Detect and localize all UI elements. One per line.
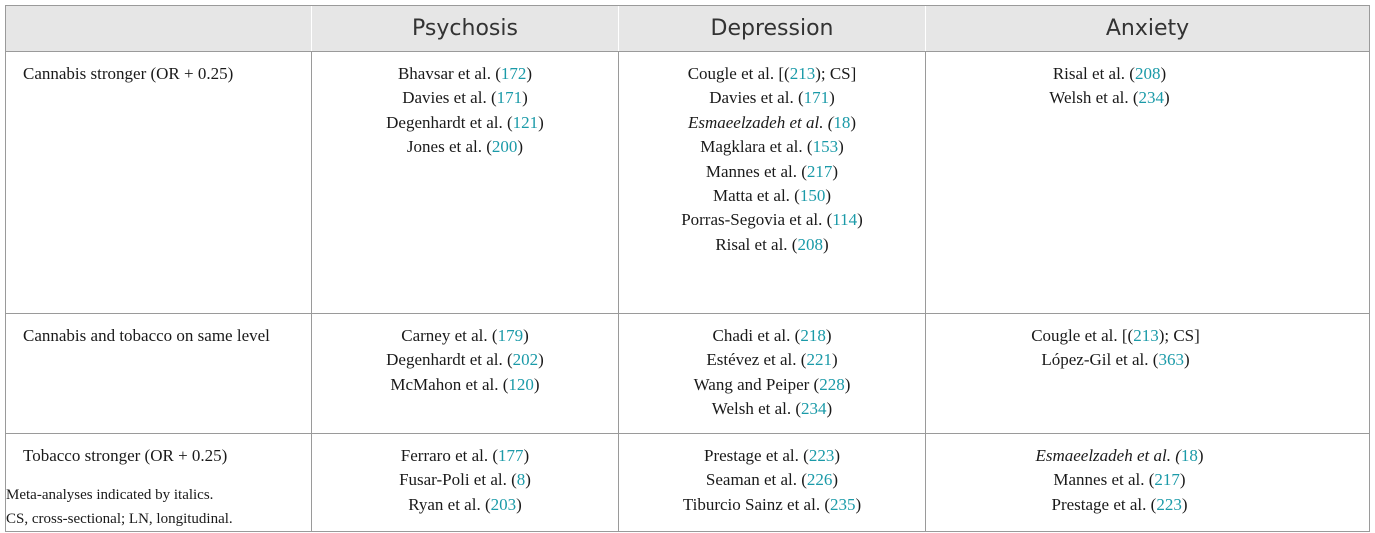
- header-depression: Depression: [619, 6, 926, 52]
- reference-link[interactable]: 363: [1158, 350, 1184, 370]
- citation-suffix: ): [822, 234, 829, 254]
- reference-link[interactable]: 208: [797, 234, 823, 254]
- reference-link[interactable]: 172: [500, 64, 527, 83]
- citation-entry: [926, 348, 1305, 372]
- citation-suffix: ): [832, 161, 839, 181]
- header-anxiety: Anxiety: [926, 6, 1370, 52]
- citation-entry: [619, 160, 925, 184]
- citation-author: Tiburcio Sainz et al. (: [682, 494, 830, 514]
- citation-author: Wang and Peiper (: [693, 374, 820, 394]
- reference-link[interactable]: 217: [1154, 470, 1180, 490]
- citation-entry: [926, 468, 1313, 492]
- citation-entry: [926, 324, 1305, 348]
- citation-entry: [312, 62, 618, 86]
- citation-author: Estévez et al. (: [706, 350, 807, 370]
- citation-entry: [619, 184, 925, 208]
- citation-author: Ryan et al. (: [408, 494, 491, 514]
- citation-suffix: ): [1160, 64, 1167, 83]
- reference-link[interactable]: 121: [512, 112, 539, 132]
- citation-suffix: ): [850, 112, 857, 132]
- reference-link[interactable]: 171: [496, 88, 523, 108]
- citation-suffix: ): [523, 446, 530, 465]
- citation-author: Mannes et al. (: [705, 161, 807, 181]
- citation-entry: [312, 86, 618, 110]
- citation-suffix: ): [825, 186, 832, 206]
- citation-author: Jones et al. (: [406, 137, 492, 157]
- citation-suffix: ): [829, 88, 835, 108]
- citation-suffix: ): [825, 326, 832, 345]
- citation-suffix: ): [538, 112, 544, 132]
- reference-link[interactable]: 213: [1133, 326, 1159, 345]
- citation-author: Esmaeelzadeh et al. (: [687, 112, 834, 132]
- citation-entry: [312, 444, 618, 468]
- citation-author: Prestage et al. (: [1051, 494, 1157, 514]
- citation-entry: [312, 373, 618, 397]
- reference-link[interactable]: 226: [806, 470, 833, 490]
- cell-anxiety: [926, 314, 1370, 434]
- citation-entry: [619, 86, 925, 110]
- citation-suffix: ): [522, 88, 528, 108]
- citation-entry: [619, 493, 925, 517]
- citation-author: Prestage et al. (: [704, 446, 809, 465]
- cell-depression: [619, 52, 926, 314]
- citation-entry: [312, 324, 618, 348]
- citation-entry: [619, 468, 925, 492]
- footnote-abbreviations: CS, cross-sectional; LN, longitudinal.: [6, 511, 233, 527]
- citation-suffix: ): [1183, 350, 1190, 370]
- citation-entry: [926, 62, 1293, 86]
- citation-entry: [312, 111, 618, 135]
- citation-entry: [312, 493, 618, 517]
- citation-suffix: ): [834, 446, 840, 465]
- citation-entry: [619, 62, 925, 86]
- citation-author: Esmaeelzadeh et al. (: [1035, 446, 1181, 465]
- reference-link[interactable]: 18: [833, 112, 851, 132]
- reference-link[interactable]: 228: [819, 374, 845, 394]
- citation-suffix: ): [1179, 470, 1186, 490]
- citation-author: Matta et al. (: [712, 186, 800, 206]
- table-row: [6, 52, 1370, 314]
- cell-psychosis: [312, 434, 619, 532]
- reference-link[interactable]: 221: [806, 350, 832, 370]
- reference-link[interactable]: 223: [808, 446, 835, 465]
- citation-author: Bhavsar et al. (: [397, 64, 501, 83]
- footnote-italics: Meta-analyses indicated by italics.: [6, 487, 214, 503]
- citation-entry: [619, 324, 925, 348]
- citation-author: Cougle et al. [(: [687, 64, 790, 83]
- header-blank: [6, 6, 312, 52]
- citation-suffix: ): [538, 350, 544, 370]
- citation-suffix: ): [533, 374, 540, 394]
- citation-entry: [619, 348, 925, 372]
- citation-entry: [312, 468, 618, 492]
- citation-author: Ferraro et al. (: [400, 446, 499, 465]
- reference-link[interactable]: 150: [799, 186, 826, 206]
- comparison-table: [5, 5, 1370, 532]
- citation-author: Welsh et al. (: [711, 399, 802, 419]
- citation-entry: [619, 373, 925, 397]
- header-psychosis: Psychosis: [312, 6, 619, 52]
- cell-depression: [619, 314, 926, 434]
- reference-link[interactable]: 223: [1156, 494, 1182, 514]
- citation-entry: [619, 111, 925, 135]
- reference-link[interactable]: 235: [829, 494, 856, 514]
- reference-link[interactable]: 200: [491, 137, 518, 157]
- citation-author: McMahon et al. (: [390, 374, 509, 394]
- citation-author: Fusar-Poli et al. (: [399, 470, 517, 490]
- citation-suffix: ): [832, 470, 839, 490]
- reference-link[interactable]: 217: [806, 161, 833, 181]
- citation-entry: [619, 397, 925, 421]
- citation-suffix: ): [1181, 494, 1188, 514]
- citation-entry: [926, 86, 1293, 110]
- citation-author: Mannes et al. (: [1053, 470, 1155, 490]
- citation-entry: [312, 135, 618, 159]
- cell-depression: [619, 434, 926, 532]
- citation-suffix: ): [831, 350, 838, 370]
- citation-entry: [312, 348, 618, 372]
- cell-anxiety: [926, 434, 1370, 532]
- footnotes: [6, 483, 233, 531]
- citation-entry: [619, 208, 925, 232]
- citation-author: Seaman et al. (: [705, 470, 807, 490]
- citation-entry: [619, 233, 925, 257]
- citation-suffix: ): [525, 470, 531, 490]
- cell-psychosis: [312, 52, 619, 314]
- citation-entry: [619, 135, 925, 159]
- reference-link[interactable]: 218: [800, 326, 826, 345]
- citation-author: Risal et al. (: [1052, 64, 1135, 83]
- reference-link[interactable]: 179: [497, 326, 524, 345]
- citation-suffix: ): [1197, 446, 1204, 465]
- citation-suffix: ); CS]: [1158, 326, 1200, 345]
- citation-suffix: ): [844, 374, 851, 394]
- citation-suffix: ): [838, 137, 844, 157]
- reference-link[interactable]: 202: [512, 350, 539, 370]
- citation-entry: [926, 493, 1313, 517]
- citation-author: Davies et al. (: [402, 88, 497, 108]
- citation-entry: [926, 444, 1313, 468]
- row-label-cannabis-stronger: Cannabis stronger (OR + 0.25): [6, 52, 312, 314]
- reference-link[interactable]: 114: [832, 210, 858, 230]
- citation-suffix: ); CS]: [815, 64, 857, 83]
- row-label-tobacco-stronger: Tobacco stronger (OR + 0.25): [6, 434, 312, 532]
- reference-link[interactable]: 8: [516, 470, 526, 490]
- citation-suffix: ): [523, 326, 529, 345]
- citation-suffix: ): [1164, 88, 1170, 108]
- citation-author: Welsh et al. (: [1049, 88, 1139, 108]
- reference-link[interactable]: 177: [498, 446, 524, 465]
- reference-link[interactable]: 120: [508, 374, 534, 394]
- citation-author: Cougle et al. [(: [1031, 326, 1134, 345]
- reference-link[interactable]: 234: [801, 399, 827, 419]
- citation-suffix: ): [526, 64, 533, 83]
- citation-suffix: ): [855, 494, 862, 514]
- reference-link[interactable]: 171: [803, 88, 830, 108]
- citation-author: López-Gil et al. (: [1041, 350, 1159, 370]
- citation-author: Chadi et al. (: [712, 326, 801, 345]
- row-label-same-level: Cannabis and tobacco on same level: [6, 314, 312, 434]
- cell-psychosis: [312, 314, 619, 434]
- citation-author: Carney et al. (: [401, 326, 498, 345]
- header-row: [6, 6, 1370, 52]
- cell-anxiety: [926, 52, 1370, 314]
- reference-link[interactable]: 208: [1134, 64, 1161, 83]
- citation-author: Degenhardt et al. (: [386, 112, 513, 132]
- citation-author: Degenhardt et al. (: [386, 350, 513, 370]
- citation-suffix: ): [826, 399, 833, 419]
- citation-suffix: ): [517, 137, 524, 157]
- citation-author: Porras-Segovia et al. (: [681, 210, 833, 230]
- citation-author: Risal et al. (: [715, 234, 798, 254]
- citation-author: Magklara et al. (: [700, 137, 813, 157]
- table-row: [6, 314, 1370, 434]
- reference-link[interactable]: 203: [490, 494, 517, 514]
- citation-entry: [619, 444, 925, 468]
- reference-link[interactable]: 234: [1138, 88, 1165, 108]
- citation-author: Davies et al. (: [709, 88, 804, 108]
- citation-suffix: ): [516, 494, 522, 514]
- reference-link[interactable]: 18: [1180, 446, 1198, 465]
- reference-link[interactable]: 213: [789, 64, 816, 83]
- reference-link[interactable]: 153: [812, 137, 839, 157]
- citation-suffix: ): [857, 210, 863, 230]
